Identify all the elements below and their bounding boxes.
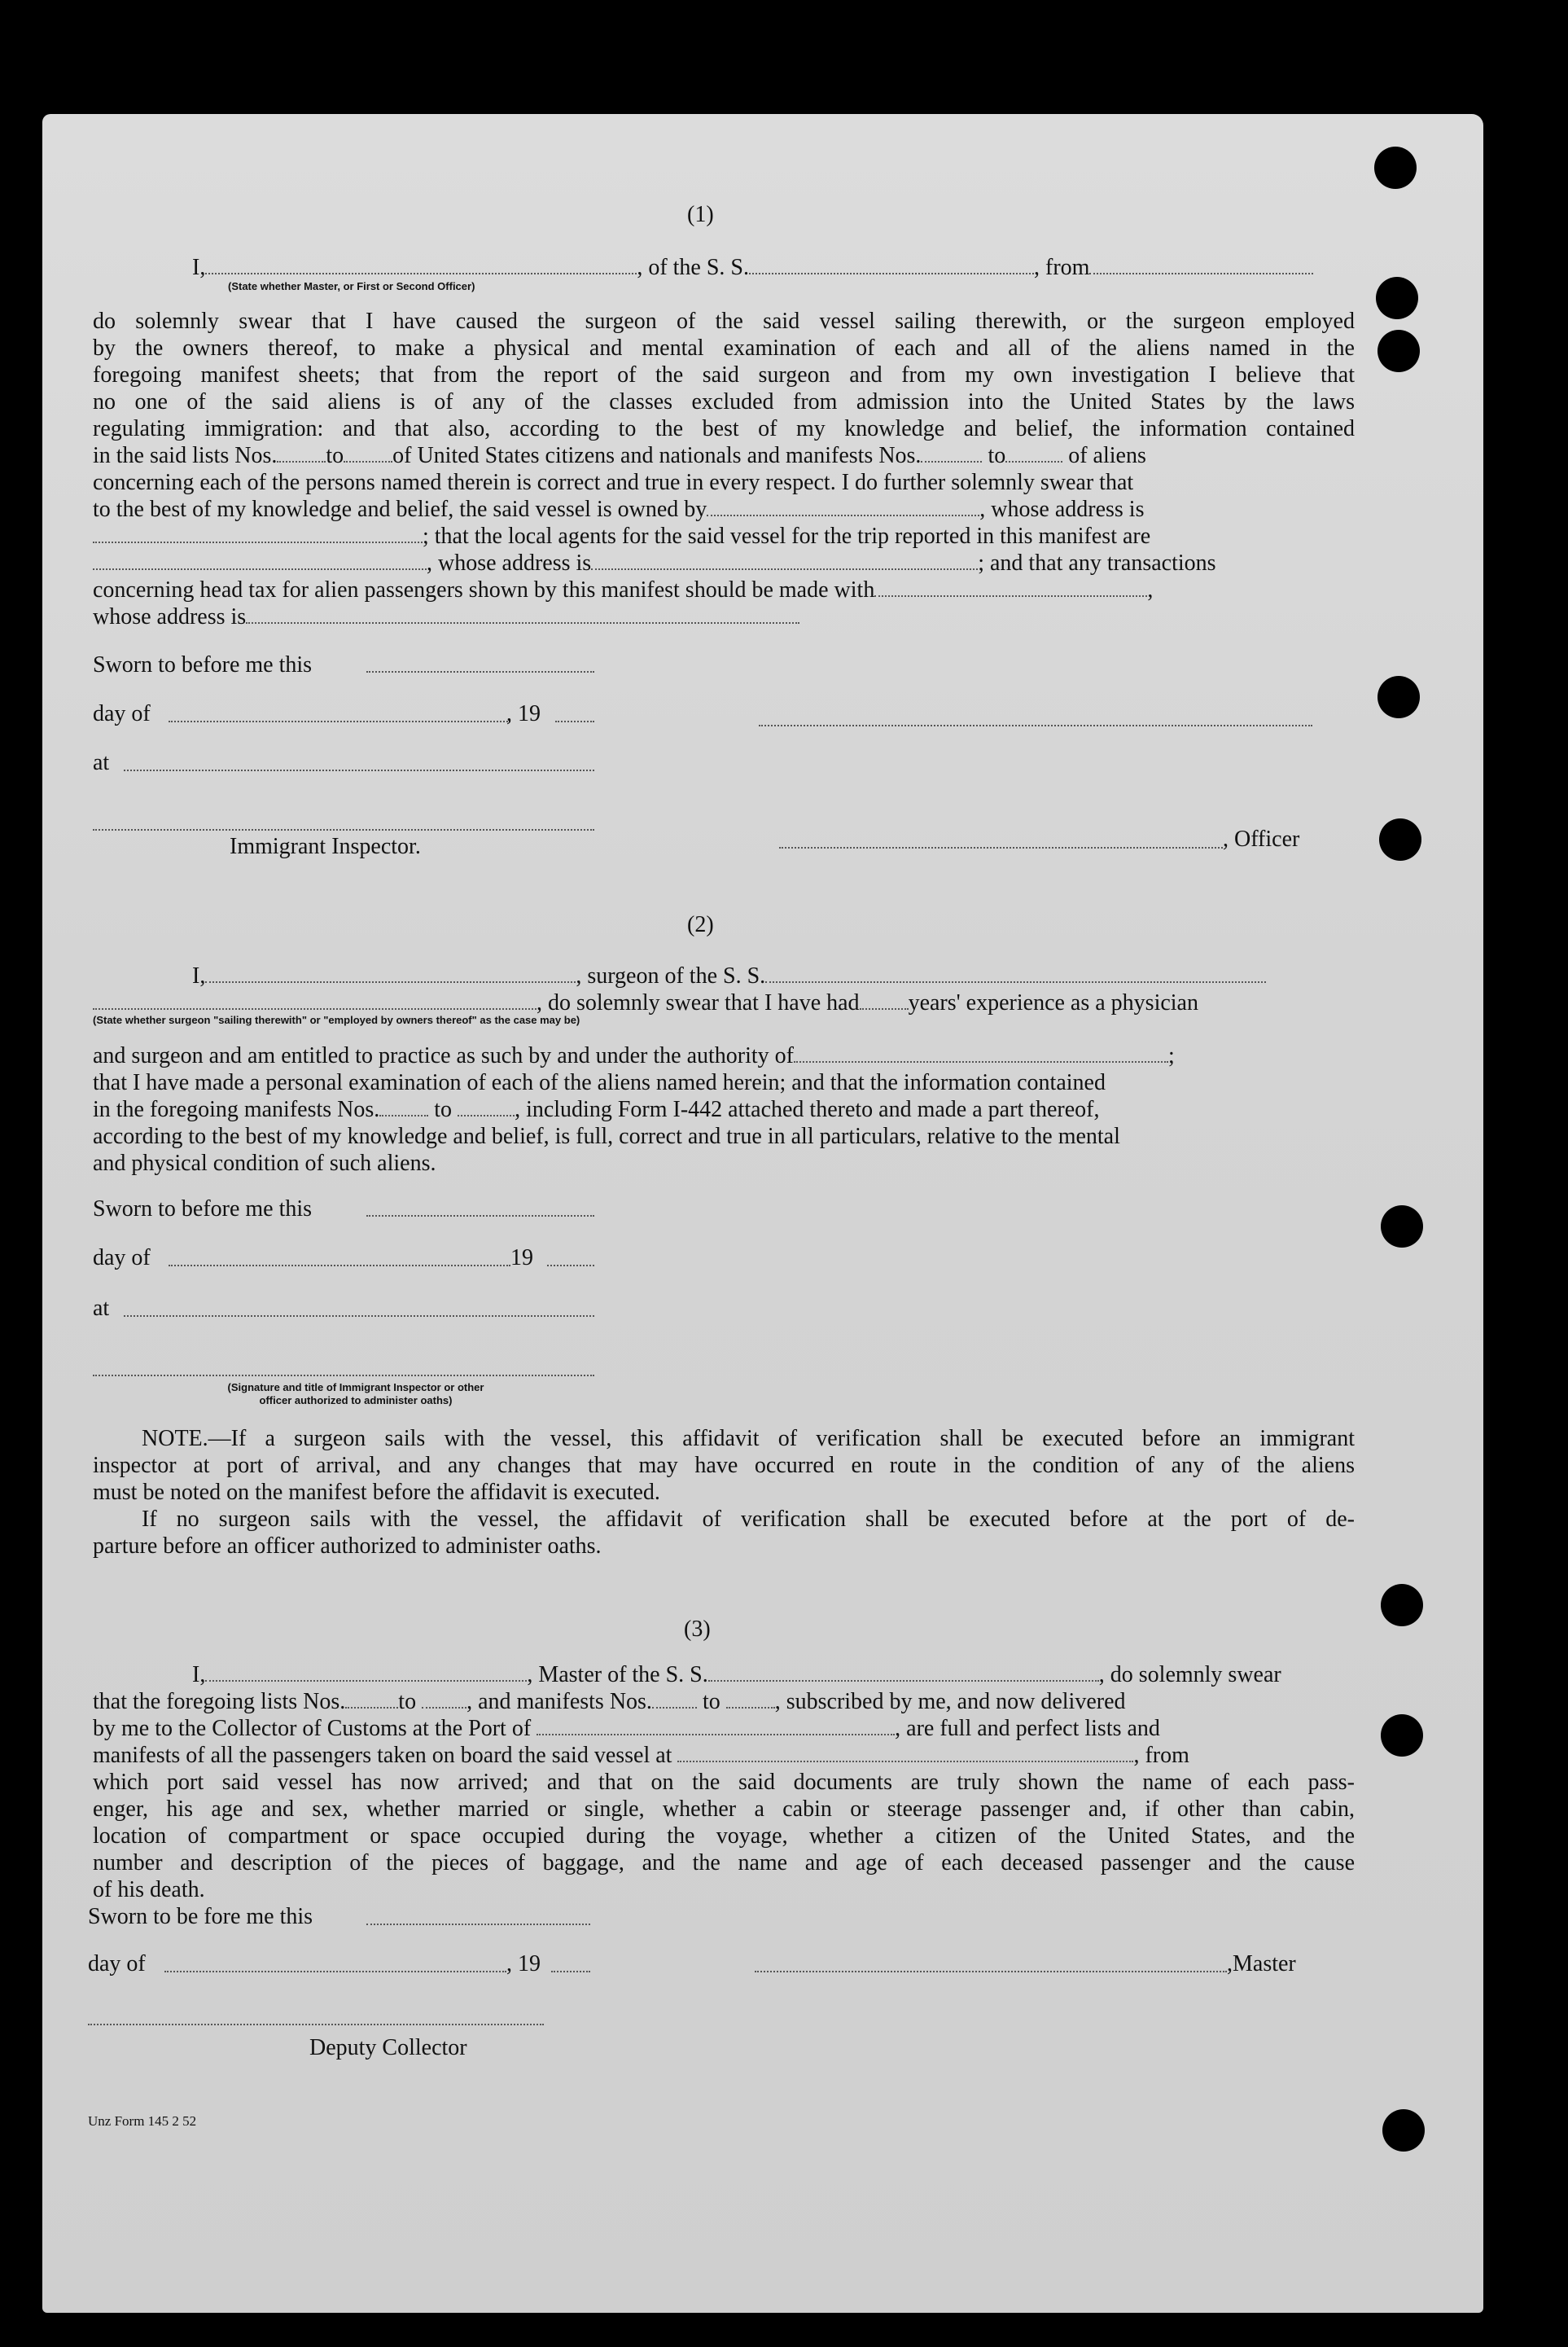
- section-3-number: (3): [684, 1617, 711, 1642]
- s3-master-sign-field[interactable]: [755, 1971, 1227, 1972]
- s2-note: NOTE.—If a surgeon sails with the vessel, this affidavit of verification shall be executed before an immigrant inspector at port of arrival, and any changes that may have occurred en route in the condition of any of the aliens: [93, 1426, 1355, 1478]
- punch-hole: [1381, 1205, 1423, 1248]
- s1-owned-line: to the best of my knowledge and belief, the said vessel is owned by , whose address is: [93, 497, 1145, 522]
- s1-officer: , Officer: [1223, 827, 1300, 852]
- s1-whose-address-line: whose address is: [93, 603, 1355, 630]
- master-name-field[interactable]: [205, 1662, 527, 1682]
- punch-hole: [1381, 1714, 1423, 1757]
- s2-day-of: day of: [93, 1245, 151, 1270]
- s3-para-last: of his death.: [93, 1877, 205, 1902]
- s3-line1: I, , Master of the S. S. , do solemnly swear: [192, 1662, 1281, 1687]
- s3-sworn: Sworn to be fore me this: [88, 1904, 313, 1929]
- s3-deputy-sign-field[interactable]: [88, 2024, 544, 2025]
- s2-note-last: must be noted on the manifest before the affidavit is executed.: [93, 1480, 660, 1505]
- section-2-number: (2): [687, 912, 714, 937]
- alien-manifest-from-field[interactable]: [921, 443, 982, 463]
- s1-year-field[interactable]: [555, 721, 594, 722]
- s2-according: according to the best of my knowledge and belief, is full, correct and true in all particulars, relative to the mental: [93, 1124, 1120, 1149]
- s1-officer-field[interactable]: [779, 847, 1223, 849]
- alien-manifest-to-field[interactable]: [1005, 443, 1062, 463]
- s1-immigrant-inspector: Immigrant Inspector.: [230, 834, 421, 859]
- form-page: [42, 114, 1483, 2313]
- form-number: Unz Form 145 2 52: [88, 2113, 197, 2129]
- s1-sworn-field[interactable]: [366, 671, 594, 673]
- s3-paragraph: which port said vessel has now arrived; and that on the said documents are truly shown the name of each pass- enger, his age and sex, whether married or single, whether a cabin or steerage passenger and, if other than cabin, location of compartment or space occupied during the voyage, whether a citizen of the United States, and the number and description of the pieces of baggage, and the name and age of each deceased passenger and the cause: [93, 1770, 1355, 1875]
- s1-signature-field[interactable]: [759, 725, 1312, 726]
- s2-line1: I, , surgeon of the S. S.: [93, 963, 1355, 989]
- s1-nineteen: , 19: [506, 701, 541, 726]
- s2-day-field[interactable]: [169, 1265, 510, 1266]
- s1-day-of: day of: [93, 701, 151, 726]
- s3-day-of: day of: [88, 1951, 146, 1976]
- headtax-address-field[interactable]: [246, 604, 799, 624]
- s3-deputy-collector: Deputy Collector: [309, 2035, 467, 2060]
- s1-concerning: concerning each of the persons named therein is correct and true in every respect. I do further solemnly swear that: [93, 470, 1134, 495]
- s1-headtax-line: concerning head tax for alien passengers shown by this manifest should be made with ,: [93, 577, 1154, 603]
- s1-agents-line: ; that the local agents for the said vessel for the trip reported in this manifest are: [93, 523, 1355, 550]
- s2-nineteen: 19: [510, 1245, 533, 1270]
- section-1-number: (1): [687, 202, 714, 227]
- s1-agents-address-line: , whose address is ; and that any transactions: [93, 550, 1355, 577]
- s2-exam: that I have made a personal examination of each of the aliens named herein; and that the information contained: [93, 1070, 1106, 1095]
- s1-at-field[interactable]: [124, 770, 594, 771]
- punch-hole: [1376, 277, 1418, 319]
- s3-manifest-to-field[interactable]: [726, 1689, 775, 1709]
- s2-line2: , do solemnly swear that I have had years' experience as a physician: [93, 989, 1355, 1016]
- s2-sig-note: (Signature and title of Immigrant Inspector or other officer authorized to administer oaths): [227, 1381, 484, 1406]
- s3-lists-line: that the foregoing lists Nos. to , and manifests Nos. to , subscribed by me, and now delivered: [93, 1689, 1126, 1714]
- s1-paragraph: do solemnly swear that I have caused the surgeon of the said vessel sailing therewith, or the surgeon employed by the owners thereof, to make a physical and mental examination of each and all of the aliens named in the foregoing manifest sheets; that from the report of the said surgeon and from my own investigation I believe that no one of the said aliens is of any of the classes excluded from admission into the United States by the laws regulating immigration: and that also, according to the best of my knowledge and belief, the information contained: [93, 309, 1355, 441]
- s3-nineteen: , 19: [506, 1951, 541, 1976]
- agents-field[interactable]: [93, 551, 427, 570]
- citizen-list-from-field[interactable]: [277, 443, 326, 463]
- s1-sworn: Sworn to before me this: [93, 652, 313, 678]
- owner-address-field[interactable]: [93, 524, 423, 543]
- s2-manifests-line: in the foregoing manifests Nos. to , including Form I-442 attached thereto and made a part thereof,: [93, 1097, 1100, 1122]
- punch-hole: [1377, 330, 1420, 372]
- s3-vessel-field[interactable]: [708, 1662, 1099, 1682]
- punch-hole: [1379, 818, 1421, 861]
- s3-collector-line: by me to the Collector of Customs at the Port of , are full and perfect lists and: [93, 1716, 1160, 1741]
- s2-manifest-from-field[interactable]: [379, 1097, 428, 1116]
- surgeon-name-field[interactable]: [205, 963, 576, 983]
- punch-hole: [1381, 1584, 1423, 1626]
- citizen-list-to-field[interactable]: [344, 443, 392, 463]
- officer-name-field[interactable]: [205, 255, 637, 274]
- port-field[interactable]: [537, 1716, 895, 1735]
- s1-at: at: [93, 750, 110, 775]
- s1-inspector-sign-field[interactable]: [93, 829, 594, 831]
- punch-hole: [1382, 2109, 1425, 2152]
- authority-field[interactable]: [794, 1043, 1168, 1063]
- s3-list-to-field[interactable]: [422, 1689, 466, 1709]
- s2-sworn: Sworn to before me this: [93, 1196, 313, 1222]
- s2-physical: and physical condition of such aliens.: [93, 1151, 436, 1176]
- punch-hole: [1377, 676, 1420, 718]
- s2-note2: If no surgeon sails with the vessel, the affidavit of verification shall be executed before at the port of de-: [142, 1507, 1355, 1532]
- years-experience-field[interactable]: [860, 990, 909, 1010]
- s3-list-from-field[interactable]: [345, 1689, 398, 1709]
- s3-sworn-field[interactable]: [366, 1924, 590, 1925]
- surgeon-status-field[interactable]: [93, 990, 537, 1010]
- s1-lists-line: in the said lists Nos. to of United States citizens and nationals and manifests Nos. to of aliens: [93, 443, 1146, 468]
- s3-manifest-from-field[interactable]: [652, 1689, 697, 1709]
- s2-at: at: [93, 1296, 110, 1321]
- s3-year-field[interactable]: [551, 1971, 590, 1972]
- owner-field[interactable]: [707, 497, 979, 516]
- agents-address-field[interactable]: [591, 551, 978, 570]
- boarding-port-field[interactable]: [677, 1743, 1133, 1762]
- s1-day-field[interactable]: [169, 721, 510, 722]
- s2-sworn-field[interactable]: [366, 1215, 594, 1217]
- s2-authority-line: and surgeon and am entitled to practice as such by and under the authority of ;: [93, 1043, 1175, 1068]
- s1-line1: I, , of the S. S. , from: [93, 254, 1355, 281]
- surgeon-vessel-field[interactable]: [765, 963, 1266, 983]
- s2-manifest-to-field[interactable]: [458, 1097, 515, 1116]
- punch-hole: [1374, 147, 1417, 189]
- vessel-name-field[interactable]: [749, 255, 1034, 274]
- s2-year-field[interactable]: [547, 1265, 594, 1266]
- officer-note: (State whether Master, or First or Second Officer): [228, 280, 475, 292]
- s2-note2-last: parture before an officer authorized to administer oaths.: [93, 1533, 602, 1559]
- s2-at-field[interactable]: [124, 1315, 594, 1317]
- surgeon-note: (State whether surgeon "sailing therewith" or "employed by owners thereof" as the case may be): [93, 1014, 580, 1026]
- s3-day-field[interactable]: [164, 1971, 506, 1972]
- s3-master: ,Master: [1227, 1951, 1296, 1976]
- s3-manifests-line: manifests of all the passengers taken on board the said vessel at , from: [93, 1743, 1189, 1768]
- headtax-field[interactable]: [874, 577, 1147, 597]
- s2-sign-field[interactable]: [93, 1375, 594, 1376]
- from-port-field[interactable]: [1089, 255, 1313, 274]
